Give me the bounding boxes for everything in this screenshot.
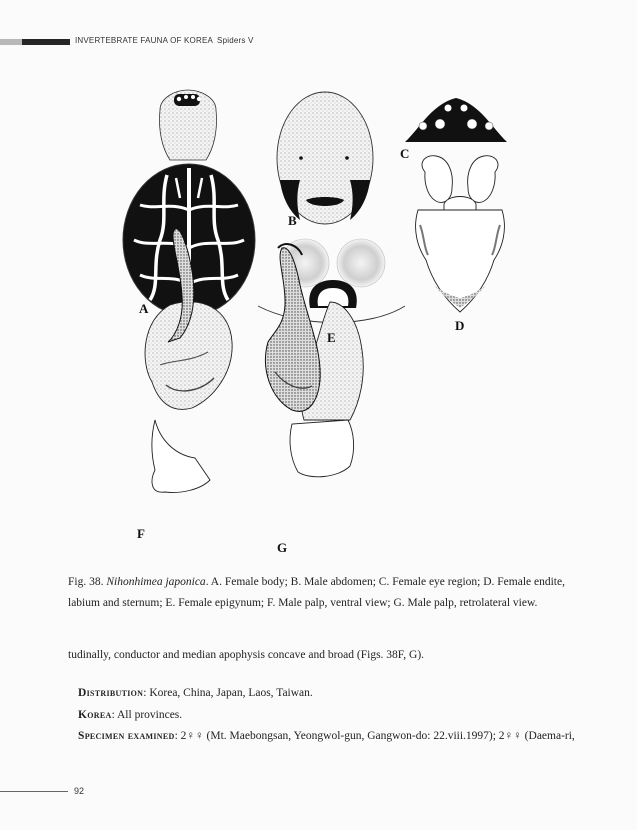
header-bar-dark (22, 39, 70, 45)
drawing-c-eye-region (405, 98, 507, 142)
figure-label-d: D (455, 318, 465, 333)
korea-line (78, 709, 182, 721)
figure-label-c: C (400, 146, 410, 161)
korea-label: Korea (78, 709, 112, 721)
caption-species: Nihonhimea japonica (106, 576, 206, 588)
caption-prefix: Fig. 38. (68, 576, 107, 588)
caption-text: . A. Female body; B. Male abdomen; C. Female eye region; D. Female endite, labium and sternum; E. Female epigynum; F. Male palp, ventral view; G. Male palp, retrolateral view. (68, 576, 565, 609)
specimen-text: : 2♀♀ (Mt. Maebongsan, Yeongwol-gun, Gangwon-do: 22.viii.1997); 2♀♀ (Daema-ri, (174, 730, 575, 742)
running-header (75, 36, 254, 45)
specimen-line (78, 730, 575, 742)
figure-caption (68, 572, 568, 614)
figure-drawings (0, 80, 637, 560)
page-number: 92 (74, 786, 85, 796)
header-bar-gray (0, 39, 22, 45)
figure-label-f: F (137, 526, 145, 541)
specimen-label: Specimen examined (78, 730, 175, 742)
drawing-b-male-abdomen (277, 92, 373, 224)
figure-label-a: A (139, 301, 149, 316)
figure-label-b: B (288, 213, 297, 228)
body-line-1: tudinally, conductor and median apophysis concave and broad (Figs. 38F, G). (68, 649, 425, 661)
drawing-d-sternum (416, 156, 505, 312)
footer-rule (0, 791, 68, 792)
distribution-line (78, 687, 313, 699)
distribution-label: Distribution (78, 687, 144, 699)
figure-38 (0, 80, 637, 560)
figure-label-e: E (327, 330, 336, 345)
header-volume: Spiders V (217, 36, 254, 45)
figure-label-g: G (277, 540, 288, 555)
distribution-text: : Korea, China, Japan, Laos, Taiwan. (143, 687, 313, 699)
korea-text: : All provinces. (111, 709, 183, 721)
header-series: INVERTEBRATE FAUNA OF KOREA (75, 36, 214, 45)
